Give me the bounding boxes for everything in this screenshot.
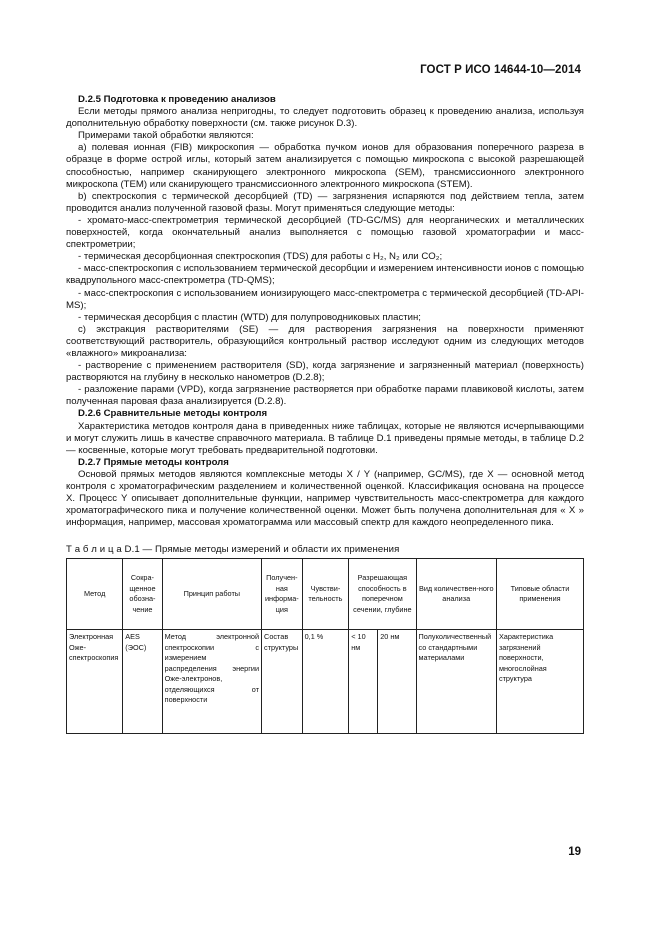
cell-resolution-depth: 20 нм: [378, 630, 416, 734]
header-apps: Типовые области применения: [496, 559, 583, 630]
cell-principle: Метод электронной спектроскопии с измерением распределения энергии Оже-электронов, отделяющихся от поверхности: [162, 630, 261, 734]
methods-table: [66, 558, 584, 734]
table-header-row: [67, 559, 584, 630]
paragraph: - масс-спектроскопия с использованием термической десорбции и измерением интенсивности ионов с помощью квадрупольного масс-спектрометра (TD-QMS);: [66, 263, 584, 287]
document-header: ГОСТ Р ИСО 14644-10—2014: [420, 64, 581, 76]
section-heading: D.2.6 Сравнительные методы контроля: [78, 408, 268, 420]
header-principle: Принцип работы: [162, 559, 261, 630]
cell-abbr: AES (ЭОС): [123, 630, 162, 734]
section-heading: D.2.7 Прямые методы контроля: [78, 456, 229, 468]
paragraph: Если методы прямого анализа непригодны, то следует подготовить образец к проведению анализа, используя дополнительную обработку поверхности (см. также рисунок D.3).: [66, 106, 584, 130]
paragraph: - растворение с применением растворителя (SD), когда загрязнение и загрязненный материал (поверхность) растворяются на глубину в несколько нанометров (D.2.8);: [66, 360, 584, 384]
paragraph: с) экстракция растворителями (SE) — для растворения загрязнения на поверхности применяют соответствующий растворитель, образующийся контрольный раствор исследуют одним из следующих методов «влажного» микроанализа:: [66, 323, 584, 359]
paragraph: Примерами такой обработки являются:: [78, 130, 254, 142]
cell-info: Состав структуры: [262, 630, 303, 734]
paragraph: - масс-спектроскопия с использованием ионизирующего масс-спектрометра с термической десорбцией (TD-API-MS);: [66, 287, 584, 311]
header-quant: Вид количествен-ного анализа: [416, 559, 496, 630]
paragraph: - хромато-масс-спектрометрия термической десорбцией (TD-GC/MS) для неорганических и металлических поверхностей, когда окончательный анализ выполняется с помощью газовой хроматографии и масс-спектрометрии;: [66, 214, 584, 251]
cell-method: Электронная Оже-спектроскопия: [67, 630, 123, 734]
paragraph: - разложение парами (VPD), когда загрязнение растворяется при обработке парами плавиковой кислоты, затем полученная паровая фаза анализируется (D.2.8).: [66, 384, 584, 408]
cell-quant: Полуколичественный со стандартными материалами: [416, 630, 496, 734]
paragraph: Характеристика методов контроля дана в приведенных ниже таблицах, которые не являются исчерпывающими и могут служить лишь в качестве справочного материала. В таблице D.1 приведены прямые методы, в таблице D.2 — косвенные, которые могут требовать предварительной подготовки.: [66, 420, 584, 456]
paragraph: Основой прямых методов являются комплексные методы X / Y (например, GC/MS), где X — основной метод контроля с хроматографическим разделением и количественной оценкой. Классификация основана на процессе X. Процесс Y описывает дополнительные функции, например чувствительность масс-спектрометра для каждого хроматографического пика и получение количественной оценки. Может быть получена дополнительная для « X » информация, например, массовая хроматограмма или массовый спектр для каждого неопределенного пика.: [66, 468, 584, 529]
table-caption: Т а б л и ц а D.1 — Прямые методы измерений и области их применения: [66, 544, 400, 555]
paragraph: - термическая десорбция с пластин (WTD) для полупроводниковых пластин;: [78, 311, 421, 323]
page-number: 19: [568, 846, 581, 858]
cell-apps: Характеристика загрязнений поверхности, многослойная структура: [496, 630, 583, 734]
document-body: [66, 94, 584, 529]
paragraph: b) спектроскопия с термической десорбцией (TD) — загрязнения испаряются под действием тепла, затем проводится анализ полученной газовой фазы. Могут применяться следующие методы:: [66, 190, 584, 214]
header-sensitivity: Чувстви-тельность: [302, 559, 349, 630]
paragraph: - термическая десорбционная спектроскопия (TDS) для работы с H₂, N₂ или CO₂;: [78, 251, 443, 263]
header-info: Получен-ная информа-ция: [262, 559, 303, 630]
header-resolution: Разрешающая способность в поперечном сечении, глубине: [349, 559, 416, 630]
paragraph: а) полевая ионная (FIB) микроскопия — обработка пучком ионов для образования поперечного разреза в образце в форме острой иглы, который затем анализируется с помощью микроскопа с высокой разрешающей способностью, например сканирующего электронного микроскопа (SEM), трансмиссионного электронного микроскопа (ТЕМ) или сканирующего трансмиссионного электронного микроскопа (STEM).: [66, 142, 584, 190]
header-abbr: Сокра-щенное обозна-чение: [123, 559, 162, 630]
section-heading: D.2.5 Подготовка к проведению анализов: [78, 94, 276, 105]
cell-resolution-lateral: < 10 нм: [349, 630, 378, 734]
table-row: [67, 630, 584, 734]
header-method: Метод: [67, 559, 123, 630]
cell-sensitivity: 0,1 %: [302, 630, 349, 734]
